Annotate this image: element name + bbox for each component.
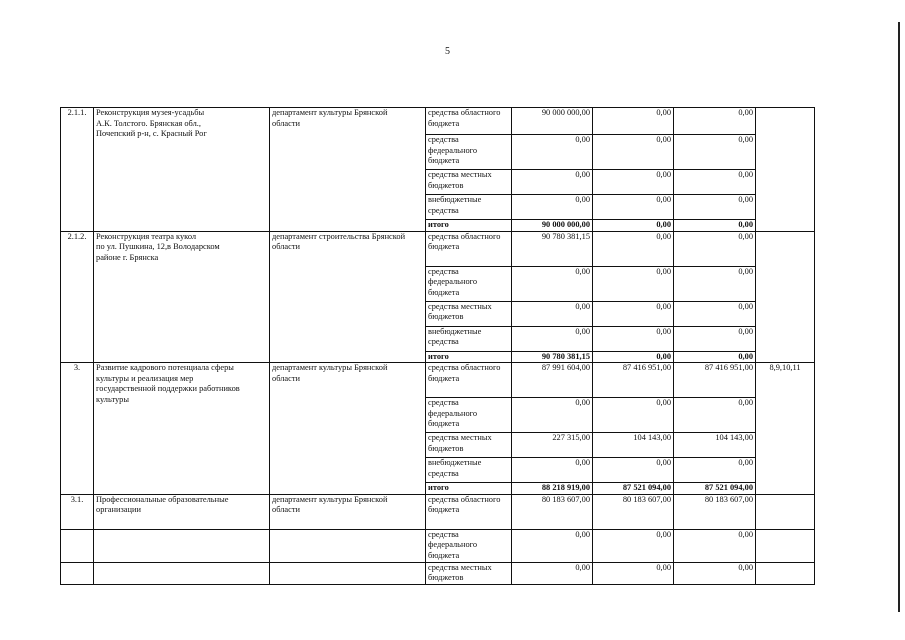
- amount-year-1: 0,00: [512, 195, 593, 220]
- page-edge-line: [898, 22, 900, 612]
- amount-year-1: 0,00: [512, 458, 593, 483]
- amount-year-2: 0,00: [593, 135, 674, 170]
- amount-year-2: 0,00: [593, 108, 674, 135]
- amount-year-3: 0,00: [674, 562, 756, 584]
- amount-year-1: 0,00: [512, 562, 593, 584]
- funding-source: средства местных бюджетов: [426, 301, 512, 326]
- amount-year-1: 87 991 604,00: [512, 363, 593, 398]
- amount-year-1: 0,00: [512, 170, 593, 195]
- amount-year-3: 87 521 094,00: [674, 483, 756, 495]
- amount-year-2: 0,00: [593, 231, 674, 266]
- executor: департамент культуры Брянской области: [270, 363, 426, 495]
- activity-name: Развитие кадрового потенциала сферы культуры и реализация мер государственной поддержки работников культуры: [94, 363, 270, 495]
- amount-year-3: 80 183 607,00: [674, 494, 756, 529]
- amount-year-2: 87 416 951,00: [593, 363, 674, 398]
- amount-year-3: 0,00: [674, 458, 756, 483]
- amount-year-3: 0,00: [674, 301, 756, 326]
- row-number: 3.1.: [61, 494, 94, 529]
- amount-year-1: 0,00: [512, 529, 593, 562]
- funding-source: итого: [426, 351, 512, 363]
- amount-year-2: 0,00: [593, 398, 674, 433]
- amount-year-3: 0,00: [674, 170, 756, 195]
- amount-year-3: 0,00: [674, 195, 756, 220]
- amount-year-3: 0,00: [674, 351, 756, 363]
- empty-cell: [270, 529, 426, 562]
- amount-year-1: 90 000 000,00: [512, 108, 593, 135]
- funding-source: средства федерального бюджета: [426, 529, 512, 562]
- table-row: [61, 529, 815, 562]
- amount-year-1: 227 315,00: [512, 433, 593, 458]
- amount-year-1: 0,00: [512, 301, 593, 326]
- amount-year-2: 0,00: [593, 195, 674, 220]
- amount-year-2: 0,00: [593, 326, 674, 351]
- amount-year-3: 104 143,00: [674, 433, 756, 458]
- row-number: 2.1.2.: [61, 231, 94, 363]
- amount-year-2: 0,00: [593, 301, 674, 326]
- funding-source: средства местных бюджетов: [426, 433, 512, 458]
- table-row: [61, 494, 815, 529]
- amount-year-1: 80 183 607,00: [512, 494, 593, 529]
- amount-year-3: 0,00: [674, 266, 756, 301]
- indicator-refs: [756, 108, 815, 232]
- amount-year-1: 0,00: [512, 135, 593, 170]
- page-number: 5: [445, 46, 450, 57]
- amount-year-2: 0,00: [593, 458, 674, 483]
- amount-year-3: 0,00: [674, 326, 756, 351]
- funding-source: средства областного бюджета: [426, 494, 512, 529]
- amount-year-1: 0,00: [512, 266, 593, 301]
- funding-source: средства федерального бюджета: [426, 266, 512, 301]
- amount-year-1: 0,00: [512, 398, 593, 433]
- table-row: [61, 108, 815, 135]
- amount-year-3: 0,00: [674, 220, 756, 232]
- row-number: 2.1.1.: [61, 108, 94, 232]
- budget-table: [60, 107, 815, 585]
- amount-year-2: 0,00: [593, 529, 674, 562]
- funding-source: внебюджетные средства: [426, 195, 512, 220]
- table-row: [61, 363, 815, 398]
- amount-year-3: 0,00: [674, 529, 756, 562]
- indicator-refs: [756, 494, 815, 529]
- funding-source: итого: [426, 220, 512, 232]
- empty-cell: [61, 562, 94, 584]
- table-row: [61, 562, 815, 584]
- amount-year-1: 90 000 000,00: [512, 220, 593, 232]
- executor: департамент строительства Брянской области: [270, 231, 426, 363]
- amount-year-2: 0,00: [593, 351, 674, 363]
- funding-source: итого: [426, 483, 512, 495]
- amount-year-2: 0,00: [593, 562, 674, 584]
- activity-name: Профессиональные образовательные организации: [94, 494, 270, 529]
- funding-source: средства федерального бюджета: [426, 135, 512, 170]
- amount-year-2: 87 521 094,00: [593, 483, 674, 495]
- empty-cell: [756, 529, 815, 562]
- amount-year-2: 0,00: [593, 170, 674, 195]
- amount-year-2: 80 183 607,00: [593, 494, 674, 529]
- empty-cell: [61, 529, 94, 562]
- amount-year-3: 0,00: [674, 231, 756, 266]
- amount-year-2: 104 143,00: [593, 433, 674, 458]
- indicator-refs: [756, 231, 815, 363]
- activity-name: Реконструкция музея-усадьбы А.К. Толстого. Брянская обл., Почепский р-н, с. Красный Рог: [94, 108, 270, 232]
- amount-year-1: 0,00: [512, 326, 593, 351]
- funding-source: средства местных бюджетов: [426, 170, 512, 195]
- funding-source: средства областного бюджета: [426, 363, 512, 398]
- amount-year-3: 0,00: [674, 108, 756, 135]
- executor: департамент культуры Брянской области: [270, 494, 426, 529]
- amount-year-1: 90 780 381,15: [512, 351, 593, 363]
- amount-year-2: 0,00: [593, 220, 674, 232]
- amount-year-2: 0,00: [593, 266, 674, 301]
- executor: департамент культуры Брянской области: [270, 108, 426, 232]
- empty-cell: [94, 529, 270, 562]
- funding-source: средства местных бюджетов: [426, 562, 512, 584]
- empty-cell: [270, 562, 426, 584]
- empty-cell: [94, 562, 270, 584]
- activity-name: Реконструкция театра кукол по ул. Пушкина, 12,в Володарском районе г. Брянска: [94, 231, 270, 363]
- funding-source: средства областного бюджета: [426, 108, 512, 135]
- empty-cell: [756, 562, 815, 584]
- amount-year-3: 0,00: [674, 398, 756, 433]
- amount-year-3: 0,00: [674, 135, 756, 170]
- amount-year-3: 87 416 951,00: [674, 363, 756, 398]
- indicator-refs: 8,9,10,11: [756, 363, 815, 495]
- amount-year-1: 88 218 919,00: [512, 483, 593, 495]
- row-number: 3.: [61, 363, 94, 495]
- table-row: [61, 231, 815, 266]
- funding-source: средства областного бюджета: [426, 231, 512, 266]
- funding-source: внебюджетные средства: [426, 326, 512, 351]
- funding-source: внебюджетные средства: [426, 458, 512, 483]
- funding-source: средства федерального бюджета: [426, 398, 512, 433]
- amount-year-1: 90 780 381,15: [512, 231, 593, 266]
